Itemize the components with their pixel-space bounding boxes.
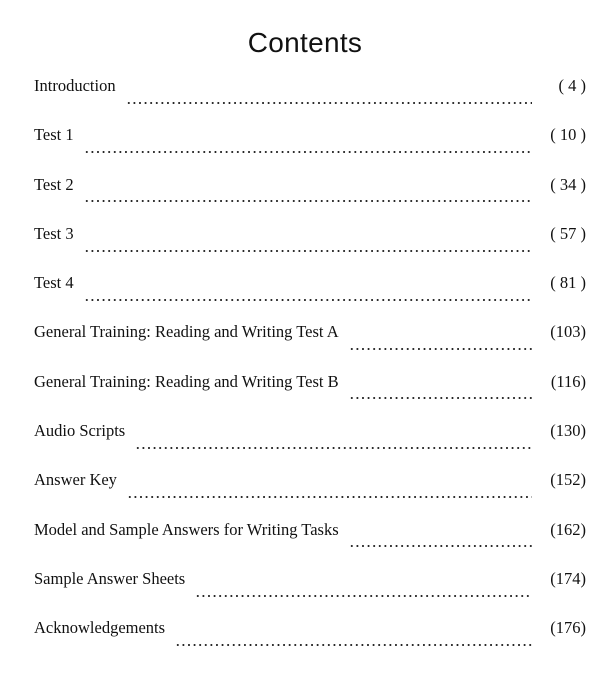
dot-leader <box>84 250 532 252</box>
toc-entry-label: Introduction <box>34 76 116 95</box>
table-of-contents <box>34 76 586 668</box>
toc-entry-label: General Training: Reading and Writing Test A <box>34 322 339 342</box>
dot-leader <box>135 447 532 449</box>
dot-leader <box>349 397 532 399</box>
toc-entry-answer-key[interactable] <box>34 470 586 519</box>
page-title: Contents <box>247 26 363 58</box>
toc-entry-label: Test 1 <box>34 125 74 145</box>
dot-leader <box>127 496 532 498</box>
toc-entry-label: Audio Scripts <box>34 421 126 441</box>
toc-entry-model-answers[interactable] <box>34 520 586 569</box>
toc-entry-general-training-test-b[interactable] <box>34 372 586 421</box>
toc-entry-label: General Training: Reading and Writing Test B <box>34 371 339 391</box>
toc-entry-test-1[interactable] <box>34 125 586 174</box>
dot-leader <box>349 348 532 350</box>
toc-entry-page: (103) <box>550 322 586 342</box>
dot-leader <box>84 200 532 202</box>
toc-entry-page: ( 34 ) <box>550 174 586 194</box>
toc-entry-label: Acknowledgements <box>34 618 166 638</box>
toc-entry-page: ( 4 ) <box>558 76 586 95</box>
dot-leader <box>126 102 532 104</box>
toc-entry-page: (130) <box>550 421 586 441</box>
toc-entry-test-2[interactable] <box>34 175 586 224</box>
dot-leader <box>84 299 532 301</box>
toc-entry-page: (152) <box>550 470 586 490</box>
toc-entry-page: (174) <box>550 568 586 588</box>
toc-entry-test-4[interactable] <box>34 273 586 322</box>
toc-entry-label: Answer Key <box>34 470 117 490</box>
toc-entry-sample-answer-sheets[interactable] <box>34 569 586 618</box>
toc-entry-label: Sample Answer Sheets <box>34 568 186 588</box>
dot-leader <box>84 151 532 153</box>
toc-entry-page: ( 10 ) <box>550 125 586 145</box>
toc-entry-page: ( 81 ) <box>550 273 586 293</box>
toc-entry-general-training-test-a[interactable] <box>34 322 586 371</box>
toc-entry-introduction[interactable] <box>34 76 586 125</box>
toc-entry-audio-scripts[interactable] <box>34 421 586 470</box>
toc-entry-label: Model and Sample Answers for Writing Tasks <box>34 519 339 539</box>
dot-leader <box>349 545 532 547</box>
toc-entry-label: Test 4 <box>34 273 74 293</box>
dot-leader <box>195 595 532 597</box>
toc-entry-acknowledgements[interactable] <box>34 618 586 667</box>
toc-entry-page: (162) <box>550 519 586 539</box>
toc-entry-test-3[interactable] <box>34 224 586 273</box>
toc-entry-page: (176) <box>550 618 586 638</box>
toc-entry-label: Test 2 <box>34 174 74 194</box>
toc-entry-page: ( 57 ) <box>550 223 586 243</box>
toc-entry-label: Test 3 <box>34 223 74 243</box>
dot-leader <box>175 644 532 646</box>
toc-entry-page: (116) <box>550 371 586 391</box>
